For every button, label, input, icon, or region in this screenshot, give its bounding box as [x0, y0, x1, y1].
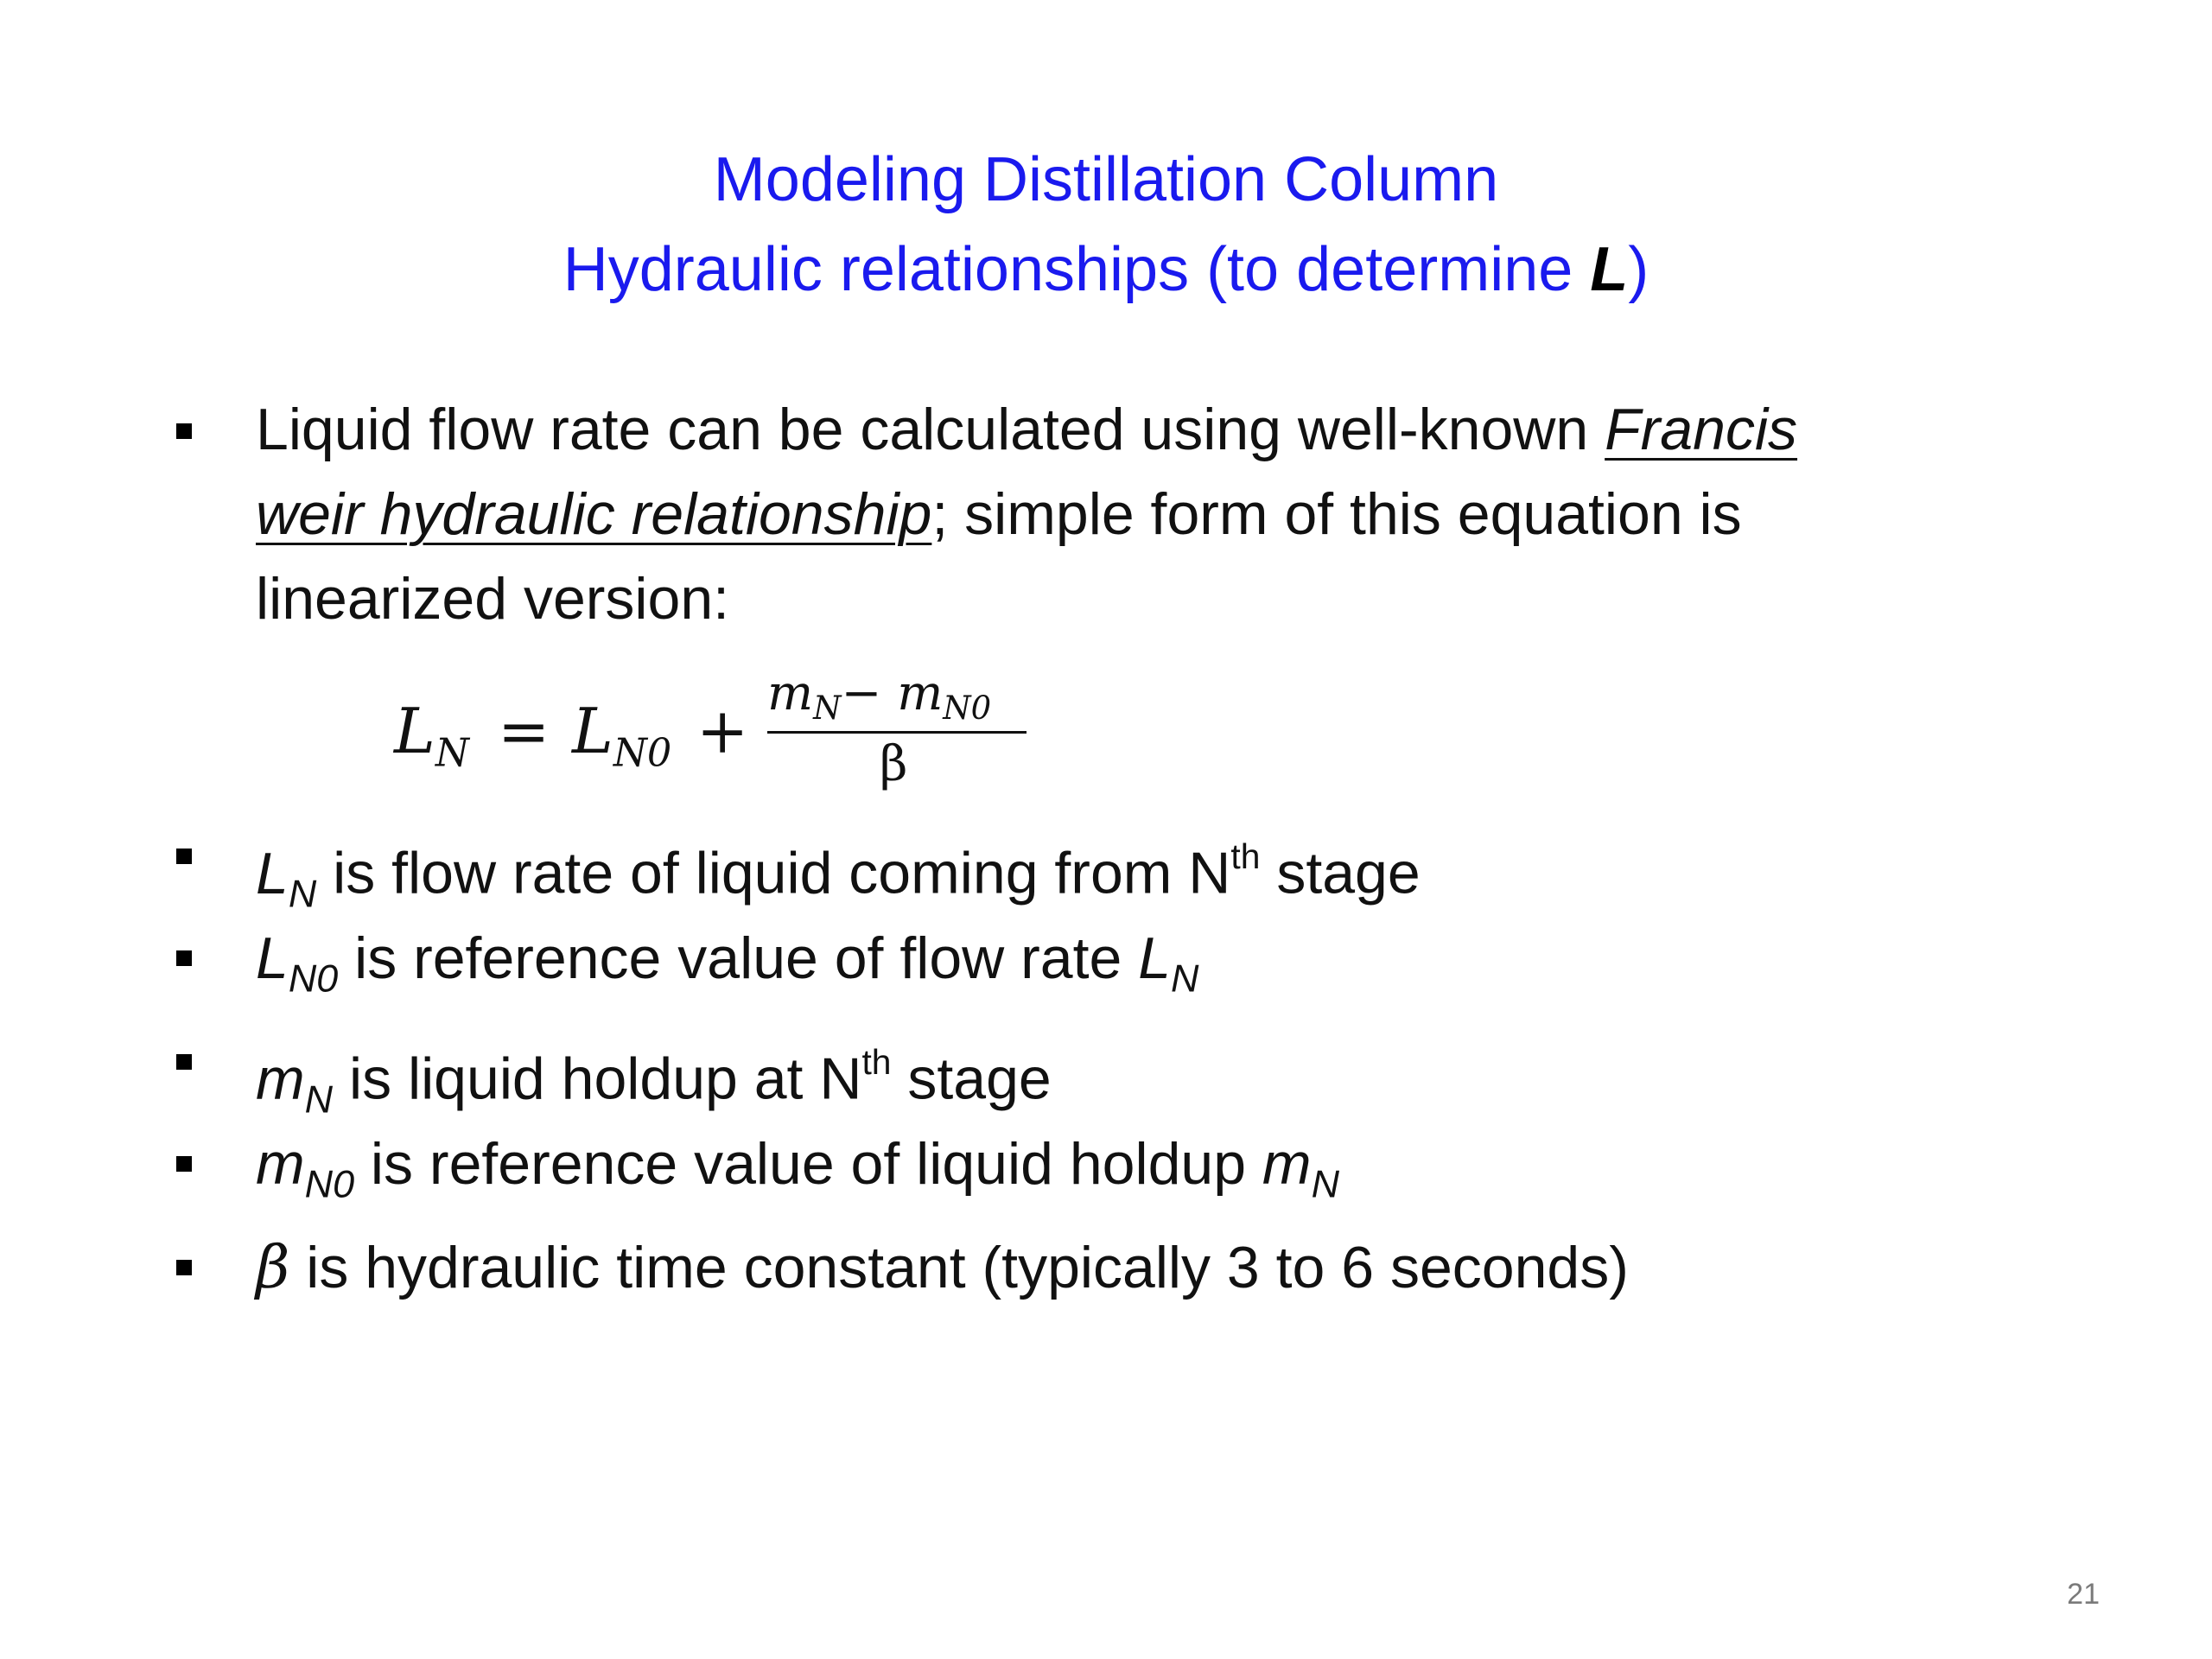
var-subscript: N0 [304, 1161, 355, 1206]
eq-ref [572, 695, 671, 776]
var-subscript: N [1171, 956, 1199, 1001]
eq-ref-var: L [572, 695, 613, 767]
bullet-item-mn0 [256, 1122, 1339, 1227]
bullet-marker [176, 1260, 192, 1275]
slide-title-line-2 [0, 225, 2212, 315]
eq-ref-sub: N0 [613, 730, 672, 776]
bullet-text: is hydraulic time constant (typically 3 to 6 seconds) [289, 1235, 1629, 1300]
var-subscript: N [304, 1077, 334, 1122]
eq-lhs-var: L [394, 695, 435, 767]
var-ln0 [256, 925, 339, 1001]
var-ln [1138, 925, 1199, 1001]
eq-lhs [394, 695, 469, 776]
bullet-text: is reference value of flow rate [338, 925, 1139, 991]
eq-fraction-bar [767, 731, 1027, 734]
intro-line-1 [256, 387, 1797, 472]
var-mn [256, 1046, 334, 1122]
intro-line-1-text: Liquid flow rate can be calculated using well-known [256, 397, 1605, 462]
var-letter: m [256, 1131, 305, 1197]
var-mn [1262, 1131, 1339, 1206]
bullet-text: is reference value of liquid holdup [354, 1131, 1262, 1197]
bullet-marker [176, 423, 192, 439]
bullet-marker [176, 849, 192, 864]
ordinal-suffix: th [1230, 836, 1261, 876]
bullet-marker [176, 1156, 192, 1172]
title-line-2-suffix: ) [1628, 235, 1649, 304]
var-mn0 [256, 1131, 355, 1206]
var-letter: m [256, 1046, 305, 1112]
eq-equals: = [498, 695, 550, 767]
title-variable-l: L [1590, 235, 1629, 304]
var-letter: L [1138, 925, 1172, 991]
slide-title-line-1: Modeling Distillation Column [713, 145, 1499, 214]
var-subscript: N [288, 871, 317, 916]
title-line-2-prefix: Hydraulic relationships (to determine [563, 235, 1591, 304]
bullet-marker [176, 1054, 192, 1070]
bullet-tail: stage [891, 1046, 1052, 1112]
eq-num-var-1: m [767, 665, 814, 721]
ordinal-suffix: th [861, 1042, 892, 1082]
eq-num-sub-2: N0 [943, 690, 992, 728]
bullet-item-beta [256, 1225, 1629, 1311]
eq-num-var-2: m [897, 665, 944, 721]
var-ln [256, 840, 317, 916]
eq-plus: + [696, 695, 749, 767]
page-number: 21 [2067, 1578, 2100, 1611]
var-beta: β [256, 1234, 290, 1302]
intro-line-2-text: ; simple form of this equation is [931, 481, 1742, 547]
bullet-tail: stage [1260, 840, 1421, 906]
eq-minus: − [841, 665, 882, 721]
bullet-item-ln0 [256, 916, 1198, 1021]
intro-line-3: linearized version: [256, 566, 730, 632]
weir-relationship-link: weir hydraulic relationship [256, 481, 932, 547]
intro-paragraph [256, 387, 1797, 641]
eq-lhs-sub: N [435, 730, 469, 776]
var-subscript: N0 [288, 956, 339, 1001]
var-letter: L [256, 925, 289, 991]
bullet-text: is flow rate of liquid coming from N [316, 840, 1231, 906]
eq-num-sub-1: N [813, 690, 842, 728]
eq-numerator [767, 665, 991, 727]
eq-denominator: β [880, 736, 908, 792]
var-subscript: N [1311, 1161, 1339, 1206]
bullet-marker [176, 950, 192, 966]
bullet-text: is liquid holdup at N [333, 1046, 862, 1112]
francis-link: Francis [1605, 397, 1798, 462]
intro-line-2 [256, 472, 1797, 556]
var-letter: m [1262, 1131, 1312, 1197]
var-letter: L [256, 840, 289, 906]
